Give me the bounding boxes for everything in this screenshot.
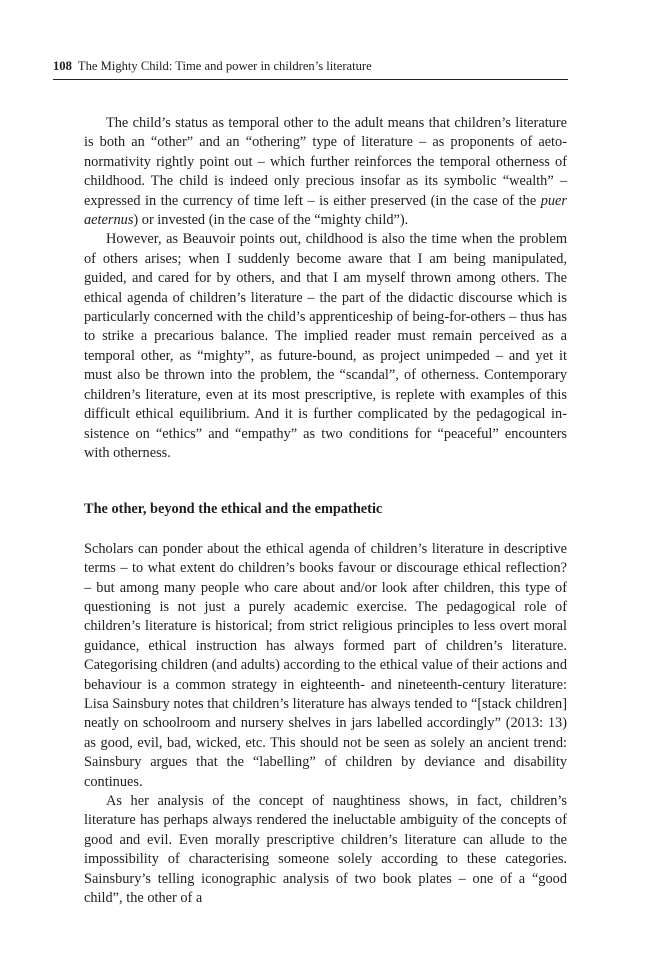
- body-text: [84, 114, 567, 908]
- running-title: The Mighty Child: Time and power in children’s literature: [77, 59, 372, 73]
- paragraph-3: Scholars can ponder about the ethical agenda of children’s literature in descriptive terms – to what extent do children’s books favour or discourage ethical reflection? – but among many people who care about and/or look after children, this type of questioning is not just a purely academic exercise. The pedagogical role of children’s literature is historical; from strict religious principles to less overt moral guidance, ethical instruction has always formed part of children’s literature. Categorising children (and adults) according to the ethical value of their actions and behaviour is a common strategy in eighteenth- and nineteenth-century literature: Lisa Sainsbury notes that children’s literature has always tended to “[stack children] neatly on schoolroom and nursery shelves in jars labelled accordingly” (2013: 13) as good, evil, bad, wicked, etc. This should not be seen as solely an ancient trend: Sainsbury argues that the “labelling” of children by deviance and disability continues.: [84, 540, 567, 790]
- paragraph-1-text-a: The child’s status as temporal other to the adult means that children’s literature is both an “other” and an “othering” type of literature – as proponents of aetonormativity rightly point out – which further reinforces the temporal otherness of childhood. The child is indeed only precious insofar as its symbolic “wealth” – expressed in the currency of time left – is either preserved (in the case of the: [84, 115, 567, 209]
- paragraph-4: As her analysis of the concept of naughtiness shows, in fact, children’s literature has perhaps always rendered the ineluctable ambiguity of the concepts of good and evil. Even morally prescriptive children’s literature can allude to the impossibility of characterising someone solely according to these categories. Sainsbury’s telling iconographic analysis of two book plates – one of a “good child”, the other of a: [84, 793, 567, 907]
- header-rule: [53, 79, 568, 80]
- page-number: 108: [53, 59, 72, 73]
- paragraph-1: [84, 114, 567, 230]
- paragraph-2: However, as Beauvoir points out, childhood is also the time when the problem of others arises; when I suddenly become aware that I am being manipulated, guided, and cared for by others, and that I am myself thrown among others. The ethical agenda of children’s literature – the part of the didactic discourse which is particularly concerned with the child’s apprenticeship of being-for-others – thus has to strike a precarious balance. The implied reader must remain perceived as a temporal other, as “mighty”, as future-bound, as project unimpeded – and yet it must also be thrown into the problem, the “scandal”, of otherness. Contemporary children’s literature, even at its most prescriptive, is replete with examples of this difficult ethical equilibrium. And it is further complicated by the pedagogical insistence on “ethics” and “empathy” as two conditions for “peaceful” encounters with otherness.: [84, 231, 567, 461]
- running-header: [53, 58, 568, 75]
- paragraph-1-italic: puer aeternus: [84, 192, 567, 229]
- paragraph-1-text-b: ) or invested (in the case of the “mighty child”).: [133, 212, 409, 229]
- section-heading: The other, beyond the ethical and the empathetic: [84, 501, 383, 518]
